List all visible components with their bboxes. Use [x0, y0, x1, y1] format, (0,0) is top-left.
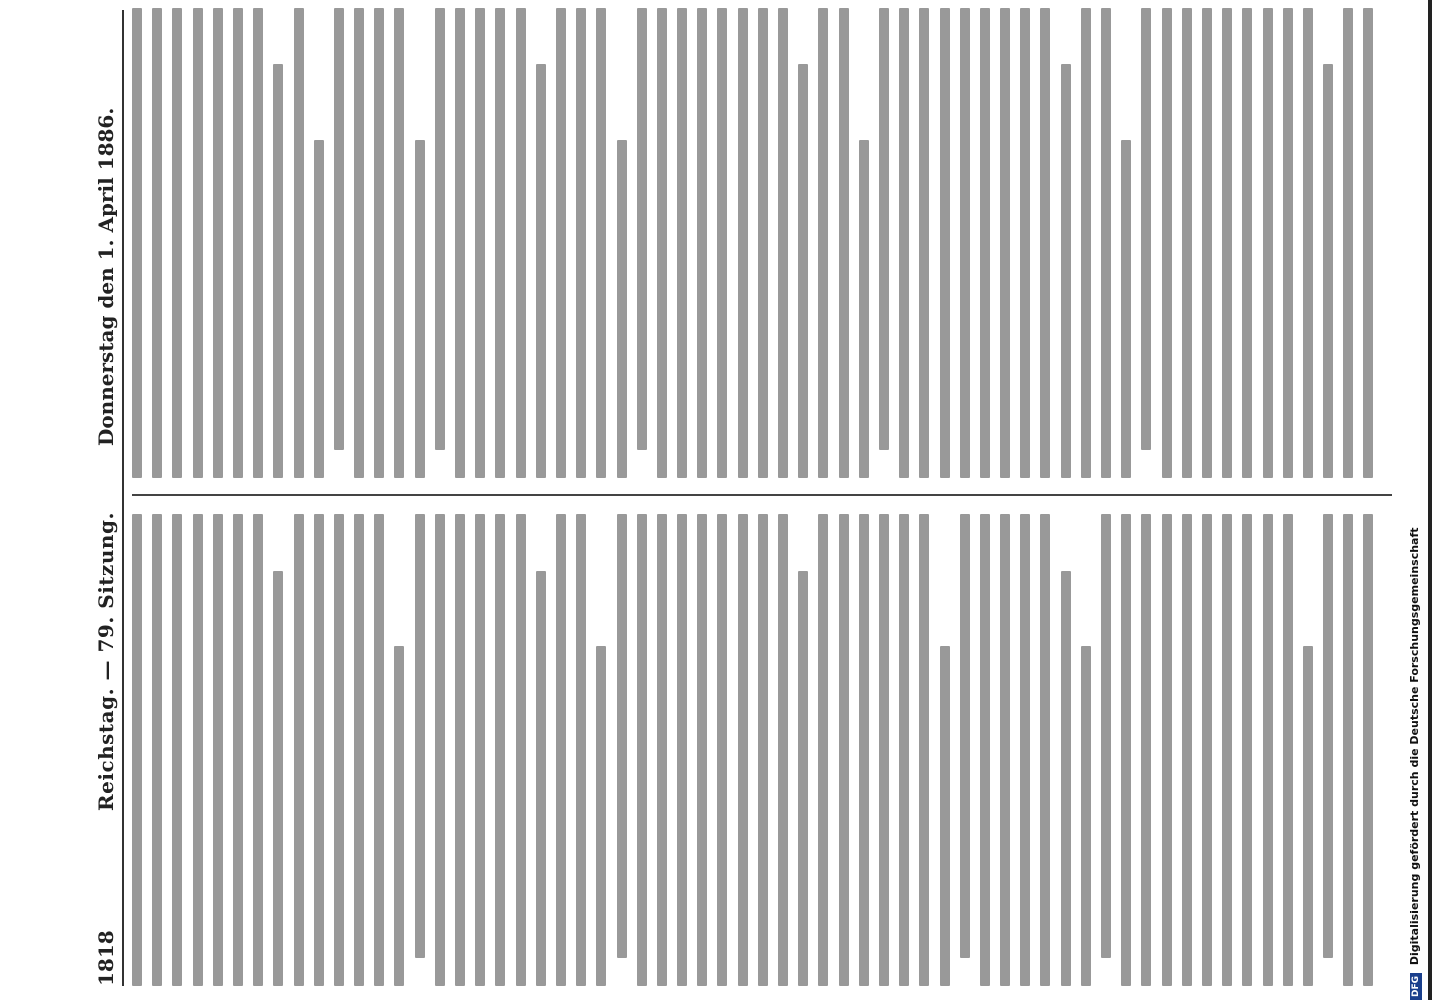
text-line-placeholder [394, 8, 404, 478]
text-line-placeholder [697, 8, 707, 478]
text-line-placeholder [738, 514, 748, 986]
text-line-placeholder [637, 8, 647, 450]
text-line-placeholder [919, 514, 929, 986]
text-line-placeholder [617, 140, 627, 478]
text-line-placeholder [879, 514, 889, 986]
text-line-placeholder [1081, 8, 1091, 478]
page-number: 1818 [94, 930, 118, 986]
text-line-placeholder [1222, 514, 1232, 986]
text-line-placeholder [1303, 8, 1313, 478]
scan-edge [1428, 0, 1432, 1000]
text-line-placeholder [1323, 514, 1333, 958]
digitization-note [1408, 20, 1426, 1000]
text-line-placeholder [596, 8, 606, 478]
text-line-placeholder [374, 514, 384, 986]
text-line-placeholder [1283, 514, 1293, 986]
text-line-placeholder [394, 646, 404, 986]
text-line-placeholder [334, 514, 344, 986]
text-line-placeholder [516, 8, 526, 478]
dfg-logo: DFG [1410, 973, 1422, 1000]
text-line-placeholder [435, 8, 445, 450]
text-line-placeholder [960, 514, 970, 958]
text-line-placeholder [1202, 8, 1212, 478]
text-line-placeholder [1242, 514, 1252, 986]
text-line-placeholder [717, 8, 727, 478]
text-line-placeholder [1000, 8, 1010, 478]
text-line-placeholder [980, 8, 990, 478]
text-line-placeholder [233, 514, 243, 986]
text-line-placeholder [556, 8, 566, 478]
text-line-placeholder [859, 140, 869, 478]
text-line-placeholder [556, 514, 566, 986]
session-date: Donnerstag den 1. April 1886. [94, 107, 118, 446]
text-line-placeholder [1162, 514, 1172, 986]
text-line-placeholder [839, 514, 849, 986]
text-line-placeholder [1101, 514, 1111, 958]
text-column-left [132, 514, 1392, 986]
text-line-placeholder [596, 646, 606, 986]
text-line-placeholder [152, 8, 162, 478]
text-line-placeholder [294, 514, 304, 986]
header-rule [122, 10, 124, 986]
text-line-placeholder [132, 514, 142, 986]
text-line-placeholder [758, 514, 768, 986]
text-line-placeholder [859, 514, 869, 986]
text-line-placeholder [193, 8, 203, 478]
text-line-placeholder [1162, 8, 1172, 478]
text-line-placeholder [1141, 514, 1151, 986]
text-line-placeholder [677, 8, 687, 478]
text-line-placeholder [1283, 8, 1293, 478]
text-line-placeholder [273, 64, 283, 478]
text-line-placeholder [475, 514, 485, 986]
text-line-placeholder [1323, 64, 1333, 478]
text-line-placeholder [334, 8, 344, 450]
text-line-placeholder [516, 514, 526, 986]
text-line-placeholder [273, 571, 283, 986]
text-line-placeholder [1061, 64, 1071, 478]
text-line-placeholder [1182, 514, 1192, 986]
text-line-placeholder [576, 8, 586, 478]
text-line-placeholder [940, 646, 950, 986]
text-line-placeholder [657, 8, 667, 478]
text-line-placeholder [415, 514, 425, 958]
text-line-placeholder [495, 8, 505, 478]
text-line-placeholder [435, 514, 445, 986]
text-line-placeholder [475, 8, 485, 478]
text-line-placeholder [314, 140, 324, 478]
session-title: Reichstag. — 79. Sitzung. [94, 512, 118, 811]
text-line-placeholder [152, 514, 162, 986]
text-line-placeholder [132, 8, 142, 478]
text-line-placeholder [758, 8, 768, 478]
digitization-note-text: Digitalisierung gefördert durch die Deutsche Forschungsgemeinschaft [1408, 527, 1421, 966]
text-line-placeholder [960, 8, 970, 478]
text-line-placeholder [1202, 514, 1212, 986]
text-line-placeholder [253, 514, 263, 986]
text-line-placeholder [778, 514, 788, 986]
text-line-placeholder [839, 8, 849, 478]
text-line-placeholder [213, 8, 223, 478]
text-line-placeholder [172, 8, 182, 478]
text-line-placeholder [1081, 646, 1091, 986]
text-line-placeholder [455, 514, 465, 986]
text-line-placeholder [314, 514, 324, 986]
text-line-placeholder [677, 514, 687, 986]
text-line-placeholder [253, 8, 263, 478]
text-line-placeholder [919, 8, 929, 478]
text-line-placeholder [1061, 571, 1071, 986]
text-line-placeholder [536, 64, 546, 478]
text-line-placeholder [980, 514, 990, 986]
text-line-placeholder [717, 514, 727, 986]
text-line-placeholder [193, 514, 203, 986]
text-line-placeholder [1343, 8, 1353, 478]
text-line-placeholder [415, 140, 425, 478]
column-separator [132, 494, 1392, 496]
text-line-placeholder [1121, 514, 1131, 986]
text-line-placeholder [818, 514, 828, 986]
text-line-placeholder [637, 514, 647, 986]
text-line-placeholder [233, 8, 243, 478]
text-line-placeholder [172, 514, 182, 986]
text-line-placeholder [1303, 646, 1313, 986]
text-line-placeholder [1020, 514, 1030, 986]
text-line-placeholder [536, 571, 546, 986]
text-line-placeholder [1263, 514, 1273, 986]
text-line-placeholder [213, 514, 223, 986]
text-line-placeholder [697, 514, 707, 986]
text-line-placeholder [778, 8, 788, 478]
text-line-placeholder [576, 514, 586, 986]
text-line-placeholder [617, 514, 627, 958]
text-line-placeholder [1020, 8, 1030, 478]
text-line-placeholder [1363, 514, 1373, 986]
text-line-placeholder [818, 8, 828, 478]
text-line-placeholder [1222, 8, 1232, 478]
text-line-placeholder [899, 8, 909, 478]
text-line-placeholder [940, 8, 950, 478]
text-line-placeholder [798, 571, 808, 986]
text-line-placeholder [1363, 8, 1373, 478]
text-line-placeholder [1242, 8, 1252, 478]
text-line-placeholder [798, 64, 808, 478]
text-line-placeholder [879, 8, 889, 450]
text-line-placeholder [1000, 514, 1010, 986]
text-line-placeholder [1101, 8, 1111, 478]
text-line-placeholder [1040, 514, 1050, 986]
text-column-right [132, 8, 1392, 478]
text-line-placeholder [1343, 514, 1353, 986]
text-line-placeholder [738, 8, 748, 478]
text-line-placeholder [294, 8, 304, 478]
text-line-placeholder [1182, 8, 1192, 478]
text-line-placeholder [1121, 140, 1131, 478]
text-line-placeholder [1040, 8, 1050, 478]
text-line-placeholder [657, 514, 667, 986]
text-line-placeholder [354, 8, 364, 478]
text-line-placeholder [899, 514, 909, 986]
text-line-placeholder [374, 8, 384, 478]
text-line-placeholder [1141, 8, 1151, 450]
text-line-placeholder [495, 514, 505, 986]
text-line-placeholder [1263, 8, 1273, 478]
text-line-placeholder [354, 514, 364, 986]
text-line-placeholder [455, 8, 465, 478]
